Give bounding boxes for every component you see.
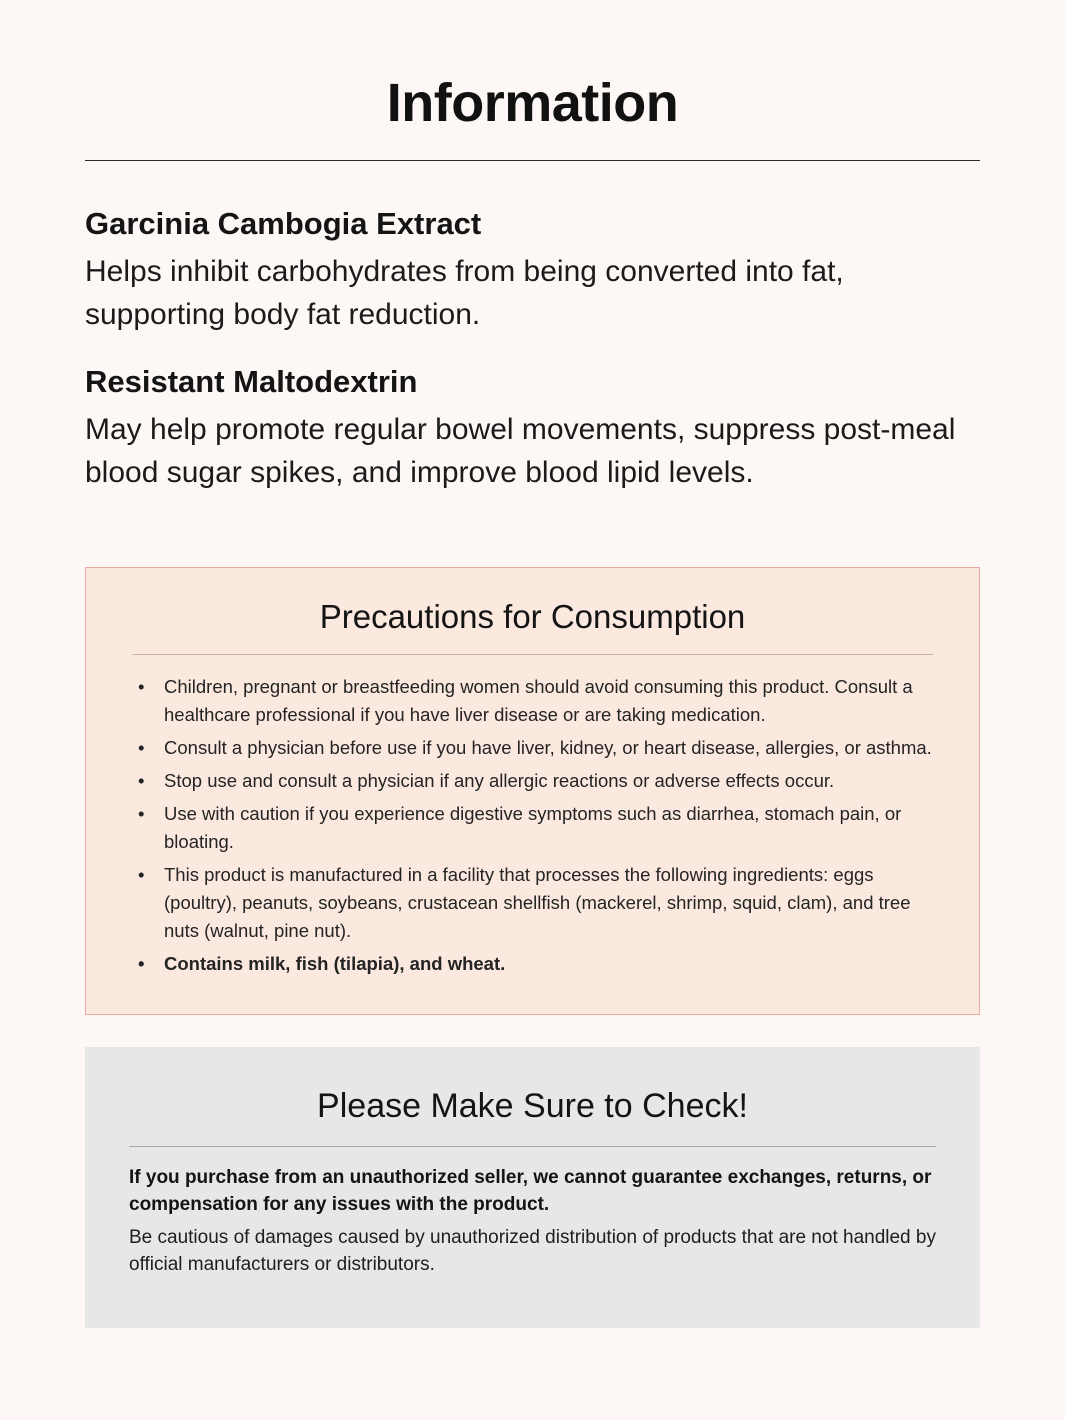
ingredients-section — [0, 161, 1065, 495]
list-item-text: Children, pregnant or breastfeeding women should avoid consuming this product. Consult a healthcare professional if you have liver disease or are taking medication. — [164, 675, 913, 725]
list-item-text: Stop use and consult a physician if any allergic reactions or adverse effects occur. — [164, 769, 835, 791]
ingredient-name: Garcinia Cambogia Extract — [85, 206, 482, 241]
precautions-title: Precautions for Consumption — [319, 597, 746, 635]
bullet-icon: • — [138, 864, 145, 886]
list-item-text: Contains milk, fish (tilapia), and wheat. — [164, 953, 506, 975]
check-notice-panel — [85, 1047, 980, 1329]
precautions-panel — [85, 567, 980, 1015]
ingredient-name: Resistant Maltodextrin — [85, 363, 418, 399]
ingredient-item — [85, 363, 980, 495]
ingredient-description: May help promote regular bowel movements, suppress post-meal blood sugar spikes, and improve blood lipid levels. — [85, 412, 956, 489]
check-notice-title: Please Make Sure to Check! — [317, 1086, 748, 1125]
page-title: Information — [386, 73, 679, 133]
bullet-icon: • — [138, 769, 145, 791]
precautions-divider — [132, 654, 933, 655]
check-notice-divider — [129, 1146, 936, 1147]
list-item-allergen — [126, 950, 939, 978]
list-item — [126, 861, 939, 945]
list-item — [126, 673, 939, 729]
list-item-text: This product is manufactured in a facility that processes the following ingredients: eggs (poultry), peanuts, soybeans, crustacean shellfish (mackerel, shrimp, squid, clam), and tree nuts (walnut, pine nut). — [164, 864, 911, 942]
bullet-icon: • — [138, 675, 145, 697]
ingredient-item — [85, 205, 980, 337]
bullet-icon: • — [138, 802, 145, 824]
ingredient-description: Helps inhibit carbohydrates from being converted into fat, supporting body fat reduction. — [85, 254, 844, 332]
precautions-list — [112, 673, 953, 979]
check-notice-line: Be cautious of damages caused by unauthorized distribution of products that are not handled by official manufacturers or distributors. — [129, 1226, 936, 1275]
bullet-icon: • — [138, 953, 145, 975]
check-notice-body — [111, 1165, 954, 1279]
list-item-text: Use with caution if you experience digestive symptoms such as diarrhea, stomach pain, or bloating. — [164, 802, 902, 853]
check-notice-line: If you purchase from an unauthorized seller, we cannot guarantee exchanges, returns, or compensation for any issues with the product. — [129, 1166, 932, 1215]
list-item — [126, 800, 939, 856]
list-item — [126, 767, 939, 795]
list-item-text: Consult a physician before use if you have liver, kidney, or heart disease, allergies, or asthma. — [164, 736, 932, 758]
list-item — [126, 734, 939, 762]
bullet-icon: • — [138, 736, 145, 758]
